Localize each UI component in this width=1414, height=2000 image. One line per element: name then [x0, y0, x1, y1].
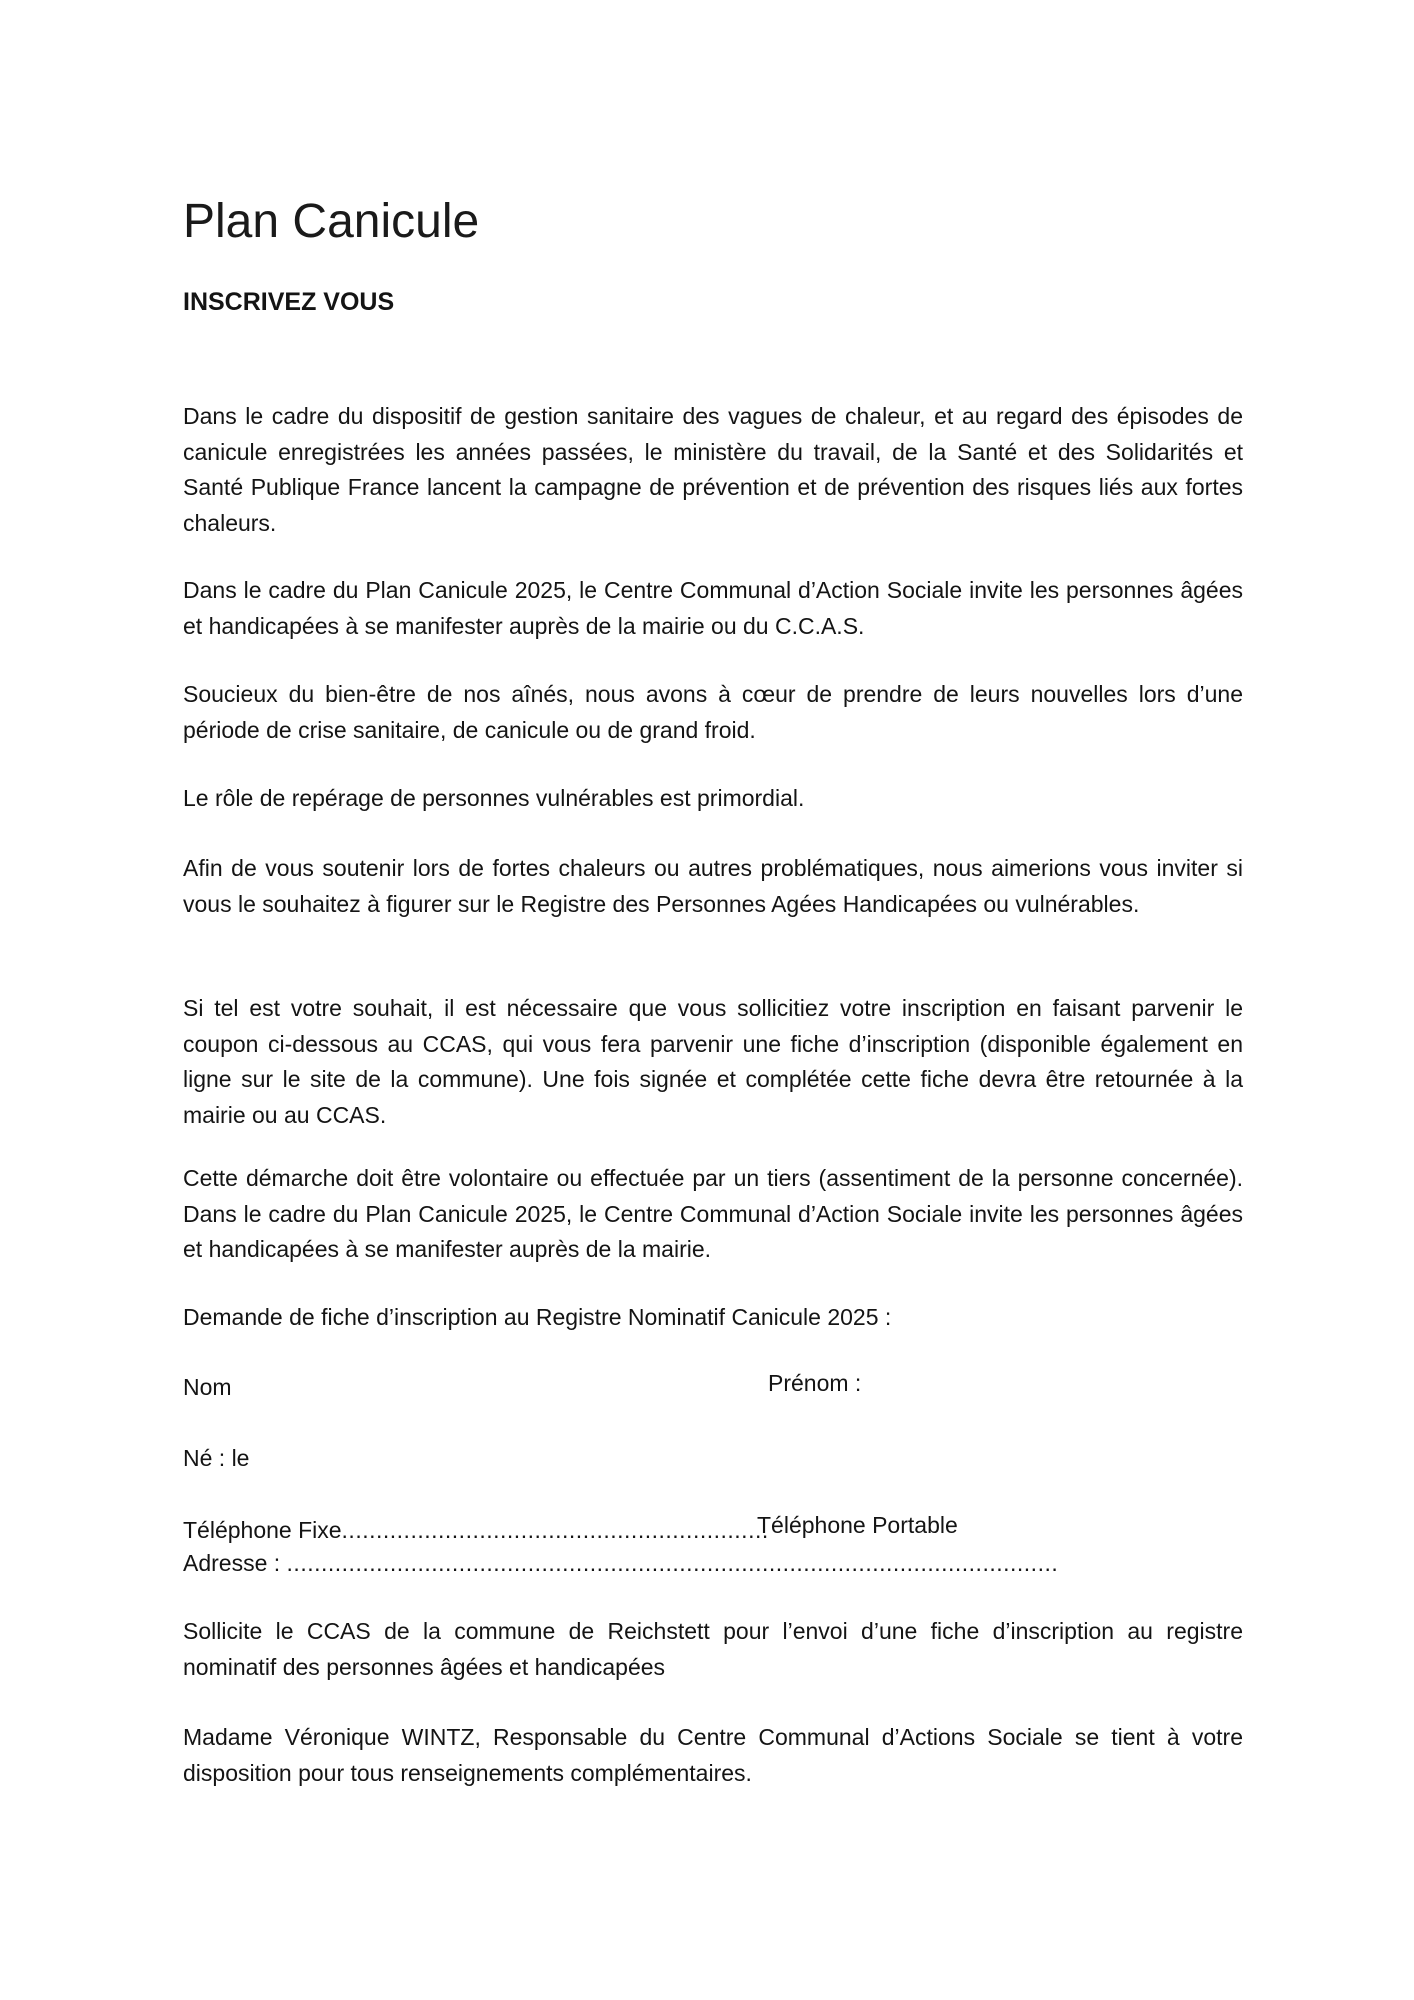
tel-portable-label: Téléphone Portable	[757, 1512, 958, 1538]
paragraph-registry: Afin de vous soutenir lors de fortes chaleurs ou autres problématiques, nous aimerions vous inviter si vous le souhaitez à figurer sur le Registre des Personnes Agées Handicapées ou vulnérables.	[183, 855, 1243, 917]
adresse-dots: ................................................................................................................	[286, 1550, 1059, 1576]
paragraph-contact: Madame Véronique WINTZ, Responsable du Centre Communal d’Actions Sociale se tient à votre disposition pour tous renseignements complémentaires.	[183, 1724, 1243, 1786]
form-heading: Demande de fiche d’inscription au Registre Nominatif Canicule 2025 :	[183, 1304, 892, 1330]
tel-fixe-label: Téléphone Fixe	[183, 1517, 342, 1543]
paragraph-voluntary: Cette démarche doit être volontaire ou effectuée par un tiers (assentiment de la personne concernée). Dans le cadre du Plan Canicule 2025, le Centre Communal d’Action Sociale invite les personnes âgées et handicapées à se manifester auprès de la mairie.	[183, 1165, 1243, 1262]
paragraph-request: Sollicite le CCAS de la commune de Reichstett pour l’envoi d’une fiche d’inscription au registre nominatif des personnes âgées et handicapées	[183, 1618, 1243, 1680]
paragraph-role: Le rôle de repérage de personnes vulnérables est primordial.	[183, 785, 805, 811]
adresse-row	[183, 1546, 1059, 1580]
nom-label: Nom	[183, 1374, 232, 1400]
document-subtitle: INSCRIVEZ VOUS	[183, 288, 395, 316]
birth-label: Né : le	[183, 1445, 250, 1471]
paragraph-context: Dans le cadre du dispositif de gestion sanitaire des vagues de chaleur, et au regard des épisodes de canicule enregistrées les années passées, le ministère du travail, de la Santé et des Solidarités et Santé Publique France lancent la campagne de prévention et de prévention des risques liés aux fortes chaleurs.	[183, 403, 1243, 536]
paragraph-care: Soucieux du bien-être de nos aînés, nous avons à cœur de prendre de leurs nouvelles lors d’une période de crise sanitaire, de canicule ou de grand froid.	[183, 681, 1243, 743]
tel-fixe-row	[183, 1513, 769, 1547]
paragraph-procedure: Si tel est votre souhait, il est nécessaire que vous sollicitiez votre inscription en faisant parvenir le coupon ci-dessous au CCAS, qui vous fera parvenir une fiche d’inscription (disponible également en ligne sur le site de la commune). Une fois signée et complétée cette fiche devra être retournée à la mairie ou au CCAS.	[183, 995, 1243, 1128]
prenom-label: Prénom :	[768, 1370, 862, 1396]
adresse-label: Adresse :	[183, 1550, 281, 1576]
paragraph-plan: Dans le cadre du Plan Canicule 2025, le Centre Communal d’Action Sociale invite les personnes âgées et handicapées à se manifester auprès de la mairie ou du C.C.A.S.	[183, 577, 1243, 639]
document-title: Plan Canicule	[183, 195, 480, 248]
tel-fixe-dots: ..............................................................	[341, 1517, 769, 1543]
